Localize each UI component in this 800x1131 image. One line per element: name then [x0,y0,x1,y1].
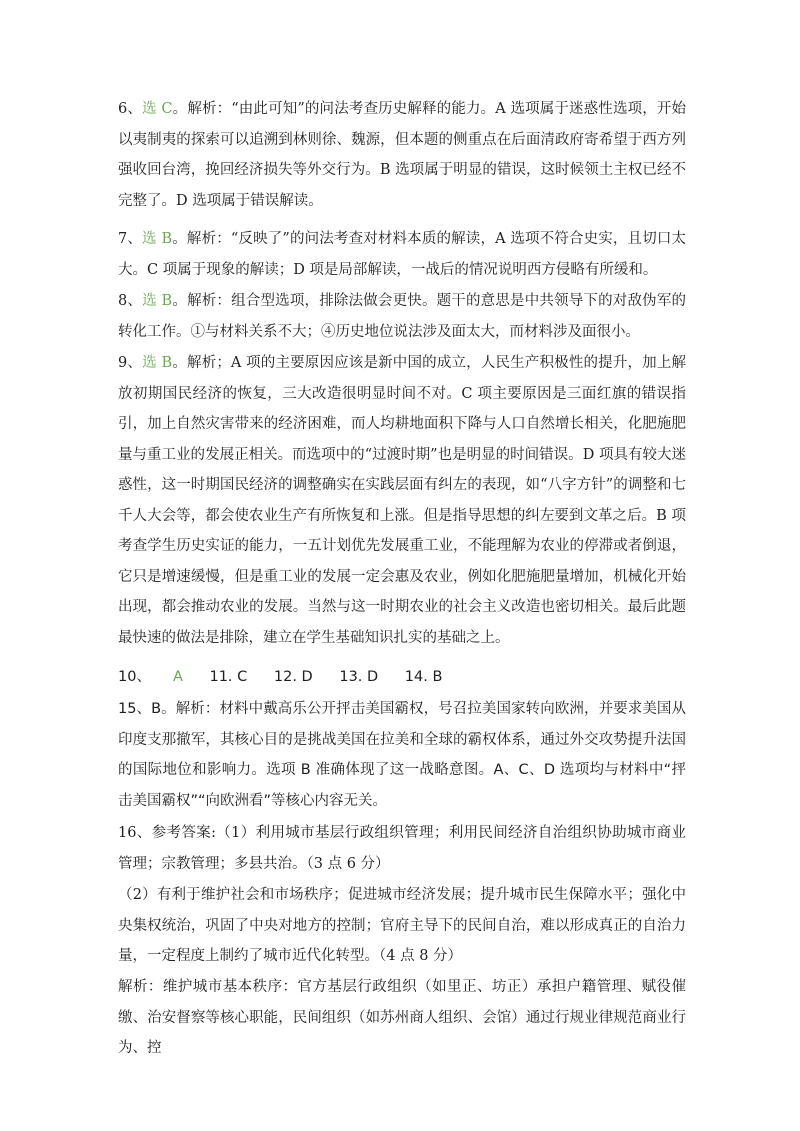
q8-separator: 。 [172,293,188,309]
q9-explanation: 解析；A 项的主要原因应该是新中国的成立，人民生产积极性的提升，加上解放初期国民经济的恢复，三大改造很明显时间不对。C 项主要原因是三面红旗的错误指引，加上自然灾害带来的经济困难，而人均耕地面积下降与人口自然增长相关，化肥施肥量与重工业的发展正相关。而选项中的“过渡时期”也是明显的时间错误。D 项具有较大迷惑性，这一时期国民经济的调整确实在实践层面有纠左的表现，如“八字方针”的调整和七千人大会等，都会使农业生产有所恢复和上涨。但是指导思想的纠左要到文革之后。B 项考查学生历史实证的能力，一五计划优先发展重工业，不能理解为农业的停滞或者倒退，它只是增速缓慢，但是重工业的发展一定会惠及农业，例如化肥施肥量增加，机械化开始出现，都会推动农业的发展。当然与这一时期农业的社会主义改造也密切相关。最后此题最快速的做法是排除，建立在学生基础知识扎实的基础之上。 [118,355,687,646]
q9-number: 9、 [118,355,143,371]
q7-number: 7、 [118,231,143,247]
q6-choice: 选 C [142,101,173,117]
q6-separator: 。 [172,101,188,117]
q6-explanation: 解析：“由此可知”的问法考查历史解释的能力。A 选项属于迷惑性选项，开始以夷制夷的探索可以追溯到林则徐、魏源，但本题的侧重点在后面清政府寄希望于西方列强收回台湾，挽回经济损失等外交行为。B 选项属于明显的错误，这时候领土主权已经不完整了。D 选项属于错误解读。 [118,101,687,209]
q16-part2-text: （2）有利于维护社会和市场秩序；促进城市经济发展；提升城市民生保障水平；强化中央集权统治，巩固了中央对地方的控制；官府主导下的民间自治，难以形成真正的自治力量，一定程度上制约了城市近代化转型。（4 点 8 分） [118,887,686,964]
q7-choice: 选 B [142,231,173,247]
answer-q16-part2 [118,880,686,972]
answer-q8 [118,286,686,347]
answer-q9 [118,348,686,653]
answer-q6 [118,94,686,216]
q9-choice: 选 B [142,355,173,371]
answer-q7 [118,224,686,285]
answer-q16-part1 [118,818,686,879]
q12-answer: 12. D [273,669,313,685]
q10-choice: A [172,669,183,685]
q7-explanation: 解析：“反映了”的问法考查对材料本质的解读，A 选项不符合史实，且切口太大。C 项属于现象的解读；D 项是局部解读，一战后的情况说明西方侵略有所缓和。 [118,231,687,278]
q8-explanation: 解析：组合型选项，排除法做会更快。题干的意思是中共领导下的对敌伪军的转化工作。①与材料关系不大；④历史地位说法涉及面太大，而材料涉及面很小。 [118,293,686,340]
q8-choice: 选 B [142,293,173,309]
q15-text: 15、B。解析：材料中戴高乐公开抨击美国霸权，号召拉美国家转向欧洲，并要求美国从印度支那撤军，其核心目的是挑战美国在拉美和全球的霸权体系，通过外交攻势提升法国的国际地位和影响力。选项 B 准确体现了这一战略意图。A、C、D 选项均与材料中“抨击美国霸权”“向欧洲看”等核心内容无关。 [118,701,686,809]
q14-answer: 14. B [404,669,443,685]
q6-number: 6、 [118,101,143,117]
q8-number: 8、 [118,293,143,309]
answer-q16-analysis [118,972,686,1064]
answers-q10-to-q14 [118,662,686,693]
q11-answer: 11. C [209,669,248,685]
q16-part1-text: 16、参考答案:（1）利用城市基层行政组织管理；利用民间经济自治组织协助城市商业管理；宗教管理；多县共治。（3 点 6 分） [118,825,686,872]
q16-analysis-text: 解析：维护城市基本秩序：官方基层行政组织（如里正、坊正）承担户籍管理、赋役催缴、治安督察等核心职能，民间组织（如苏州商人组织、会馆）通过行规业律规范商业行为、控 [118,979,686,1056]
q10-number: 10、 [118,669,151,685]
q13-answer: 13. D [339,669,379,685]
answer-q15 [118,694,686,816]
q9-separator: 。 [172,355,188,371]
q7-separator: 。 [172,231,187,247]
